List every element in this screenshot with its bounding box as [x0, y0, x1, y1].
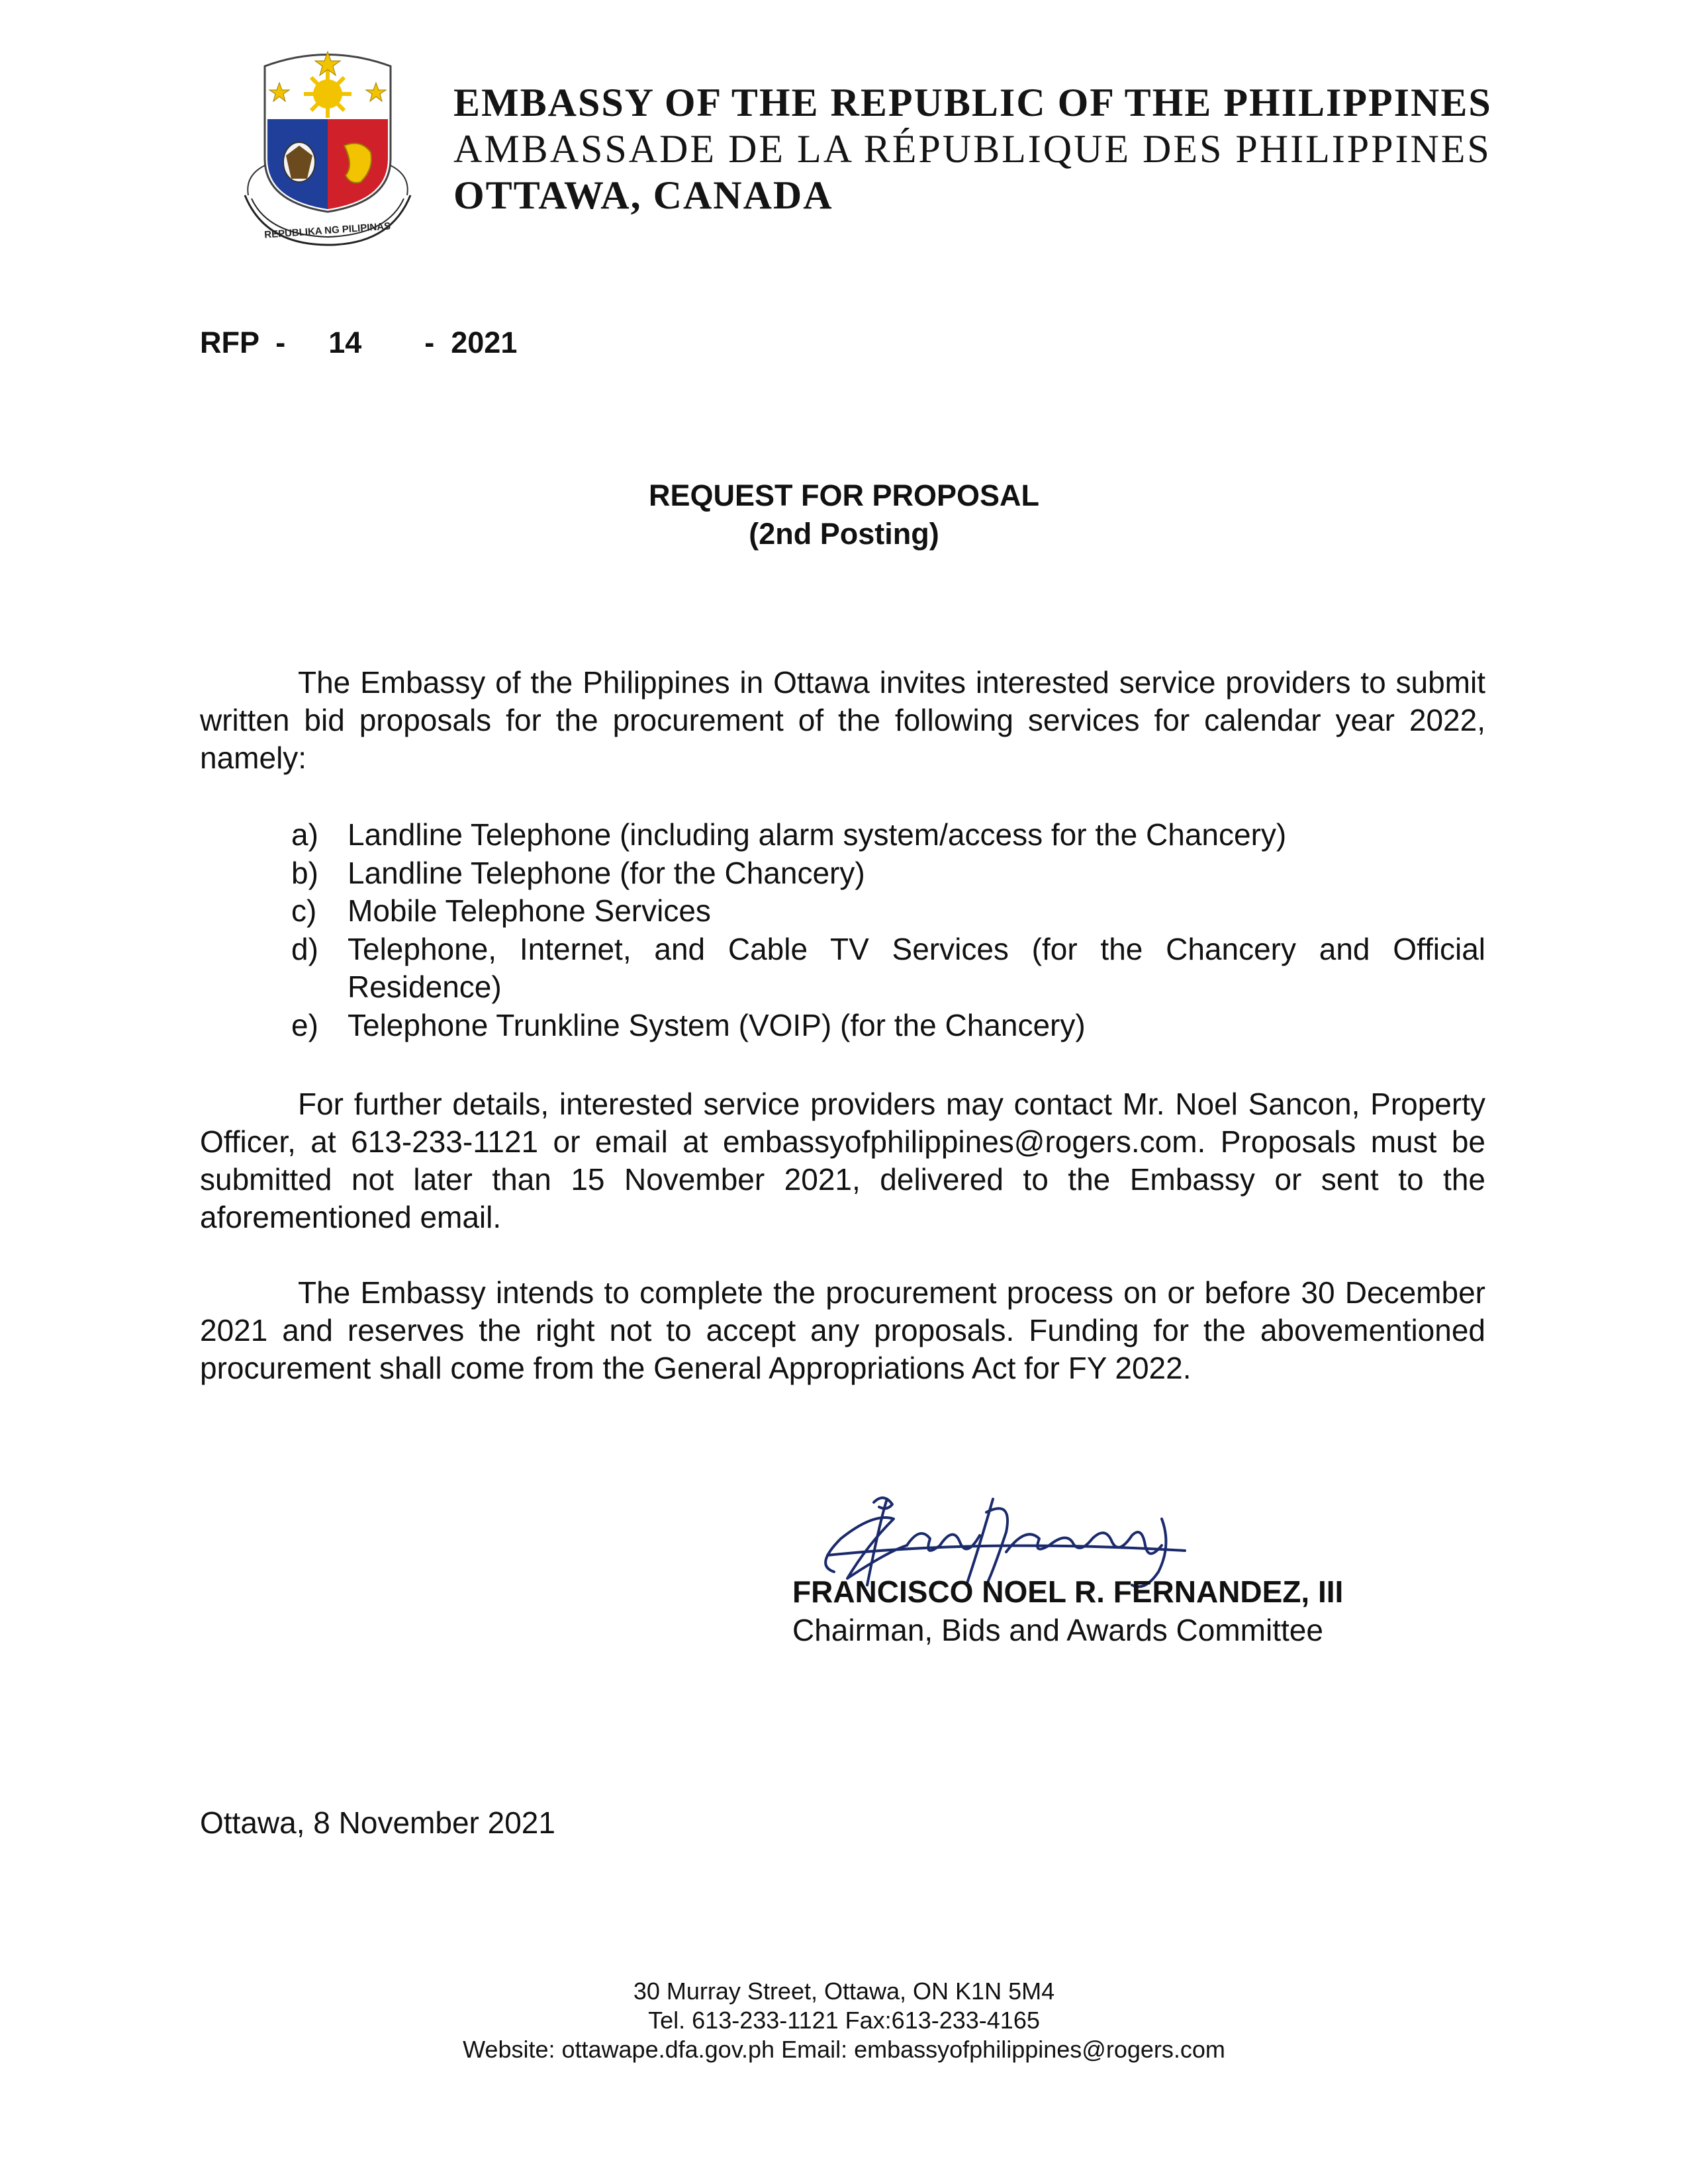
list-item	[291, 1007, 1485, 1045]
letterhead	[453, 83, 1492, 215]
list-text: Telephone Trunkline System (VOIP) (for the Chancery)	[348, 1007, 1086, 1042]
signatory-position: Chairman, Bids and Awards Committee	[792, 1613, 1323, 1647]
list-marker: e)	[291, 1007, 318, 1042]
list-text: Mobile Telephone Services	[348, 893, 711, 928]
list-item	[291, 854, 1485, 893]
document-title	[0, 477, 1688, 553]
footer-web-email: Website: ottawape.dfa.gov.ph Email: embassyofphilippines@rogers.com	[463, 2036, 1225, 2063]
letterhead-city: OTTAWA, CANADA	[453, 173, 833, 217]
title-line-1: REQUEST FOR PROPOSAL	[648, 478, 1040, 512]
list-marker: b)	[291, 855, 318, 890]
svg-text:REPUBLIKA NG PILIPINAS: REPUBLIKA NG PILIPINAS	[263, 220, 391, 241]
rfp-prefix: RFP -	[200, 326, 286, 359]
list-marker: d)	[291, 931, 318, 966]
rfp-year: - 2021	[424, 326, 518, 359]
services-list	[291, 816, 1485, 1044]
signatory-name: FRANCISCO NOEL R. FERNANDEZ, III	[792, 1574, 1344, 1609]
footer	[0, 1977, 1688, 2064]
list-item	[291, 892, 1485, 931]
footer-phone-fax: Tel. 613-233-1121 Fax:613-233-4165	[648, 2007, 1040, 2034]
title-line-2: (2nd Posting)	[749, 517, 939, 551]
list-marker: c)	[291, 893, 317, 928]
body-paragraph-3: The Embassy intends to complete the procurement process on or before 30 December 2021 and reserves the right not to accept any proposals. Funding for the abovementioned procurement shall come from the General Appropriations Act for FY 2022.	[200, 1275, 1485, 1385]
body-paragraph-1: The Embassy of the Philippines in Ottawa invites interested service providers to submit written bid proposals for the procurement of the following services for calendar year 2022, namely:	[200, 665, 1485, 775]
list-item	[291, 816, 1485, 854]
body-paragraph-2: For further details, interested service providers may contact Mr. Noel Sancon, Property Officer, at 613-233-1121 or email at embassyofphilippines@rogers.com. Proposals must be submitted not later than 15 November 2021, delivered to the Embassy or sent to the aforementioned email.	[200, 1087, 1485, 1234]
philippine-coat-of-arms-icon	[238, 46, 417, 251]
rfp-number	[200, 326, 517, 360]
place-and-date: Ottawa, 8 November 2021	[200, 1805, 555, 1840]
footer-address: 30 Murray Street, Ottawa, ON K1N 5M4	[633, 1978, 1055, 2005]
list-text: Telephone, Internet, and Cable TV Services (for the Chancery and Official Residence)	[348, 931, 1485, 1004]
list-marker: a)	[291, 817, 318, 852]
list-text: Landline Telephone (including alarm system/access for the Chancery)	[348, 817, 1287, 852]
letterhead-french: AMBASSADE DE LA RÉPUBLIQUE DES PHILIPPINES	[453, 127, 1491, 171]
list-item	[291, 931, 1485, 1007]
list-text: Landline Telephone (for the Chancery)	[348, 855, 865, 890]
letterhead-english: EMBASSY OF THE REPUBLIC OF THE PHILIPPINES	[453, 81, 1492, 124]
rfp-serial: 14	[328, 326, 362, 359]
